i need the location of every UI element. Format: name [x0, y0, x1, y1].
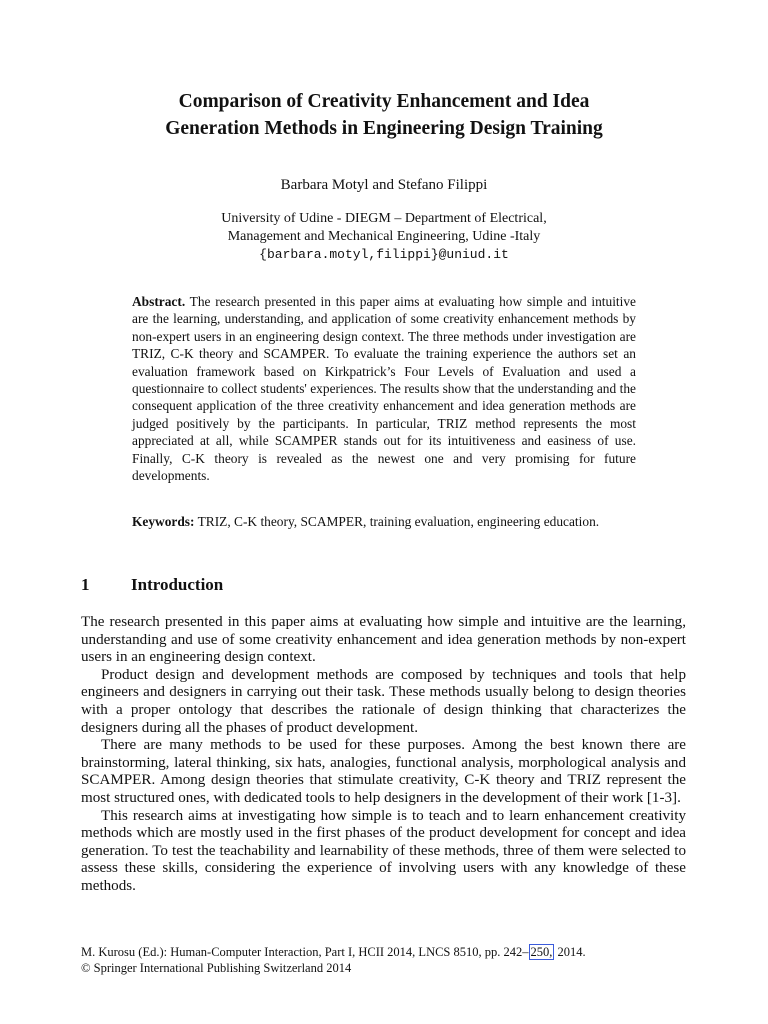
copyright: © Springer International Publishing Switzerland 2014	[81, 961, 352, 975]
abstract-label: Abstract.	[132, 294, 186, 309]
keywords	[132, 513, 636, 530]
footer	[81, 944, 686, 976]
page-range-link[interactable]: 250,	[530, 945, 553, 959]
title-line-1: Comparison of Creativity Enhancement and Idea	[178, 91, 590, 112]
paragraph: This research aims at investigating how simple is to teach and to learn enhancement creativity methods which are mostly used in the first phases of the product development for concept and idea generation. To test the teachability and learnability of these methods, three of them were selected to assess these skills, considering the experience of involving users with any knowledge of these methods.	[81, 807, 686, 894]
section-title: Introduction	[131, 575, 224, 594]
paragraph: There are many methods to be used for these purposes. Among the best known there are brainstorming, lateral thinking, six hats, analogies, functional analysis, morphological analysis and SCAMPER. Among design theories that stimulate creativity, C-K theory and TRIZ represent the most structured ones, with dedicated tools to help designers in the development of their work [1-3].	[81, 737, 686, 806]
keywords-label: Keywords:	[132, 514, 195, 529]
abstract-text: The research presented in this paper aims at evaluating how simple and intuitive are the learning, understanding, and application of some creativity enhancement methods by non-expert users in an engineering design context. The three methods under investigation are TRIZ, C-K theory and SCAMPER. To evaluate the training experience the authors set an evaluation framework based on Kirkpatrick’s Four Levels of Evaluation and used a questionnaire to collect students' experiences. The results show that the understanding and the consequent application of the three creativity enhancement and idea generation methods are judged positively by the participants. In particular, TRIZ method represents the most appreciated at all, while SCAMPER stands out for its intuitiveness and easiness of use. Finally, C-K theory is revealed as the newest one and very promising for future developments.	[132, 294, 636, 484]
body-text	[81, 614, 686, 896]
paper-title	[60, 88, 708, 142]
citation-suffix: 2014.	[554, 945, 586, 959]
title-line-2: Generation Methods in Engineering Design Training	[165, 118, 603, 139]
authors: Barbara Motyl and Stefano Filippi	[280, 177, 488, 193]
paragraph: The research presented in this paper aims at evaluating how simple and intuitive are the learning, understanding and use of some creativity enhancement and idea generation methods by non-expert users in an engineering design context.	[81, 614, 686, 666]
affiliation	[100, 210, 668, 264]
abstract	[132, 293, 636, 484]
section-number: 1	[81, 575, 90, 594]
keywords-text: TRIZ, C-K theory, SCAMPER, training evaluation, engineering education.	[197, 514, 600, 529]
affiliation-line-1: University of Udine - DIEGM – Department of Electrical,	[221, 211, 547, 226]
email: {barbara.motyl,filippi}@uniud.it	[259, 247, 509, 262]
paragraph: Product design and development methods are composed by techniques and tools that help engineers and designers in carrying out their task. These methods usually belong to design theories with a proper ontology that describes the rationale of design thinking that characterizes the designers during all the phases of product development.	[81, 666, 686, 736]
citation	[81, 944, 686, 960]
citation-prefix: M. Kurosu (Ed.): Human-Computer Interaction, Part I, HCII 2014, LNCS 8510, pp. 242–	[81, 945, 529, 959]
affiliation-line-2: Management and Mechanical Engineering, Udine -Italy	[227, 229, 541, 244]
